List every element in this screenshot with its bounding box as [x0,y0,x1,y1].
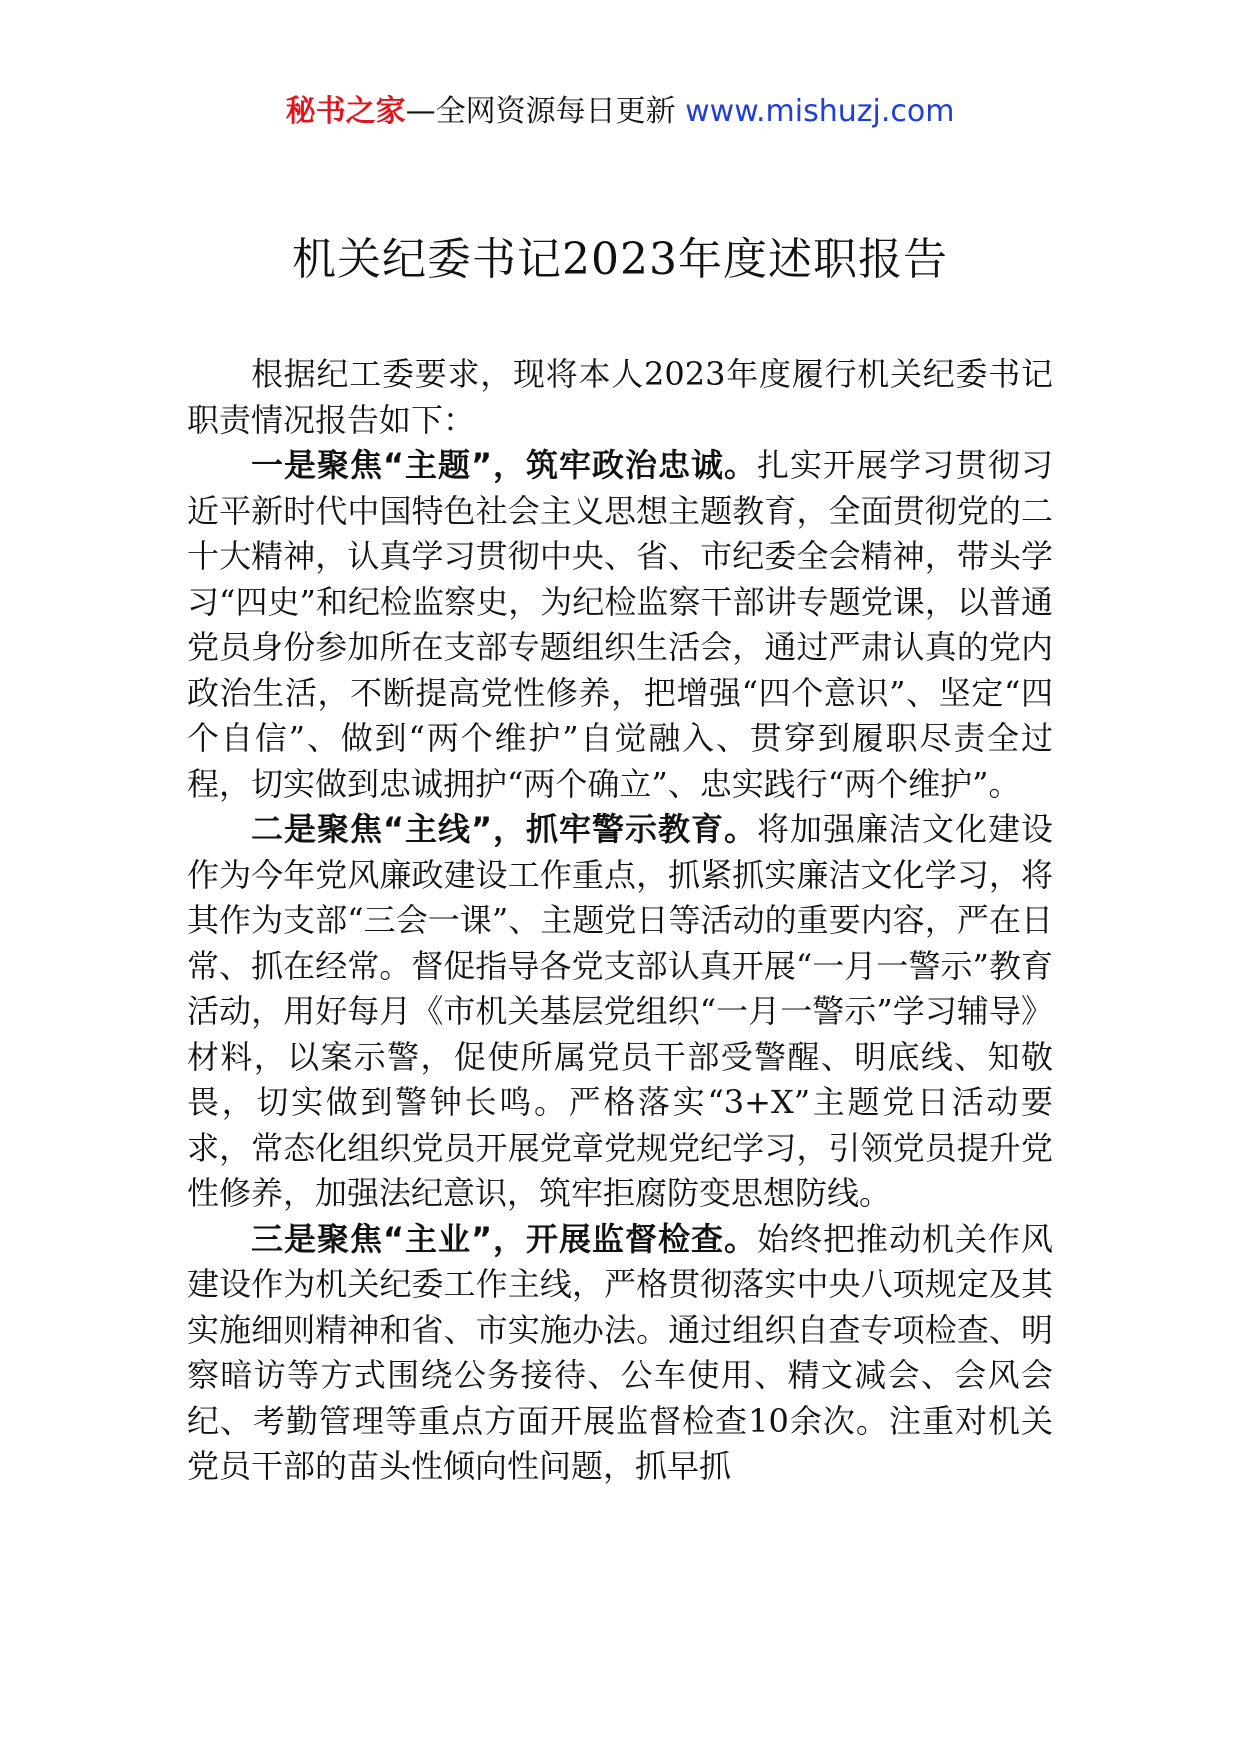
section-paragraph-1 [187,443,1053,807]
site-url-link[interactable]: www.mishuzj.com [685,94,955,129]
document-title: 机关纪委书记2023年度述职报告 [292,234,948,285]
intro-paragraph: 根据纪工委要求，现将本人2023年度履行机关纪委书记职责情况报告如下： [187,355,1053,439]
document-body [187,352,1053,1490]
brand-name: 秘书之家 [285,94,406,129]
section-heading-1: 一是聚焦“主题”，筑牢政治忠诚。 [251,446,758,484]
section-paragraph-2 [187,807,1053,1217]
section-heading-2: 二是聚焦“主线”，抓牢警示教育。 [251,810,758,848]
site-header [0,92,1240,132]
section-body-2: 将加强廉洁文化建设作为今年党风廉政建设工作重点，抓紧抓实廉洁文化学习，将其作为支部“三会一课”、主题党日等活动的重要内容，严在日常、抓在经常。督促指导各党支部认真开展“一月一警示”教育活动，用好每月《市机关基层党组织“一月一警示”学习辅导》材料，以案示警，促使所属党员干部受警醒、明底线、知敬畏，切实做到警钟长鸣。严格落实“3+X”主题党日活动要求，常态化组织党员开展党章党规党纪学习，引领党员提升党性修养，加强法纪意识，筑牢拒腐防变思想防线。 [187,810,1053,1212]
section-body-3: 始终把推动机关作风建设作为机关纪委工作主线，严格贯彻落实中央八项规定及其实施细则精神和省、市实施办法。通过组织自查专项检查、明察暗访等方式围绕公务接待、公车使用、精文减会、会风会纪、考勤管理等重点方面开展监督检查10余次。注重对机关党员干部的苗头性倾向性问题，抓早抓 [187,1219,1053,1485]
section-heading-3: 三是聚焦“主业”，开展监督检查。 [251,1219,758,1258]
section-body-1: 扎实开展学习贯彻习近平新时代中国特色社会主义思想主题教育，全面贯彻党的二十大精神，认真学习贯彻中央、省、市纪委全会精神，带头学习“四史”和纪检监察史，为纪检监察干部讲专题党课，以普通党员身份参加所在支部专题组织生活会，通过严肃认真的党内政治生活，不断提高党性修养，把增强“四个意识”、坚定“四个自信”、做到“两个维护”自觉融入、贯穿到履职尽责全过程，切实做到忠诚拥护“两个确立”、忠实践行“两个维护”。 [187,446,1053,803]
section-paragraph-3 [187,1217,1053,1490]
site-slogan: —全网资源每日更新 [405,94,686,129]
